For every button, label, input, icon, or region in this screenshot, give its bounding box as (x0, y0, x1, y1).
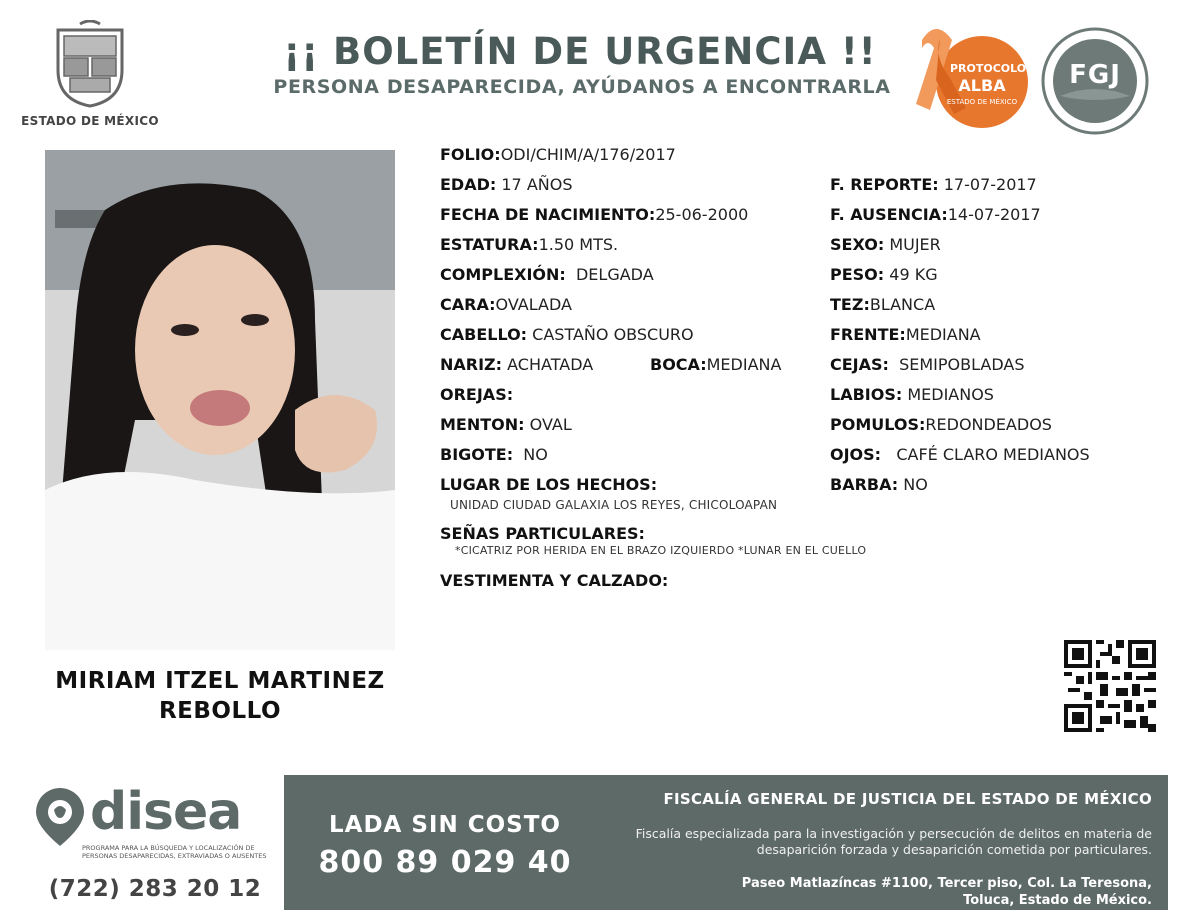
cabello-value: CASTAÑO OBSCURO (532, 325, 694, 344)
field-boca (650, 355, 781, 374)
field-ojos (830, 445, 1090, 464)
fiscalia-address (600, 875, 1152, 909)
field-lugar-label (440, 475, 657, 494)
nacimiento-value: 25-06-2000 (655, 205, 749, 224)
field-frente (830, 325, 981, 344)
frente-label: FRENTE: (830, 325, 906, 344)
pomulos-label: POMULOS: (830, 415, 926, 434)
lugar-label: LUGAR DE LOS HECHOS: (440, 475, 658, 494)
estatura-label: ESTATURA: (440, 235, 539, 254)
orejas-label: OREJAS: (440, 385, 514, 404)
alba-label-line2: ALBA (958, 76, 1006, 95)
field-estatura (440, 235, 618, 254)
address-line1: Paseo Matlazíncas #1100, Tercer piso, Col. La Teresona, (741, 876, 1152, 891)
nacimiento-label: FECHA DE NACIMIENTO: (440, 205, 656, 224)
fgj-logo-text: FGJ (1069, 60, 1121, 90)
state-label: ESTADO DE MÉXICO (21, 114, 159, 128)
boca-value: MEDIANA (706, 355, 782, 374)
frente-value: MEDIANA (905, 325, 981, 344)
field-cara (440, 295, 572, 314)
cejas-label: CEJAS: (830, 355, 889, 374)
address-line2: Toluca, Estado de México. (963, 893, 1152, 908)
field-barba (830, 475, 928, 494)
alba-label-line1: PROTOCOLO (950, 62, 1027, 75)
sexo-label: SEXO: (830, 235, 885, 254)
alba-label-line3: ESTADO DE MÉXICO (946, 98, 1018, 106)
f-ausencia-label: F. AUSENCIA: (830, 205, 948, 224)
edad-label: EDAD: (440, 175, 497, 194)
fiscalia-title: FISCALÍA GENERAL DE JUSTICIA DEL ESTADO DE MÉXICO (663, 790, 1152, 808)
labios-label: LABIOS: (830, 385, 903, 404)
pomulos-value: REDONDEADOS (925, 415, 1052, 434)
missing-person-photo (45, 150, 395, 650)
cejas-value: SEMIPOBLADAS (899, 355, 1025, 374)
page-title: ¡¡ BOLETÍN DE URGENCIA !! (283, 30, 877, 73)
field-vestimenta (440, 571, 668, 590)
tez-label: TEZ: (830, 295, 870, 314)
field-complexion (440, 265, 654, 284)
field-pomulos (830, 415, 1052, 434)
folio-value: ODI/CHIM/A/176/2017 (500, 145, 676, 164)
nariz-label: NARIZ: (440, 355, 503, 374)
field-edad (440, 175, 572, 194)
barba-label: BARBA: (830, 475, 899, 494)
odisea-logo (30, 782, 280, 872)
sexo-value: MUJER (889, 235, 941, 254)
f-ausencia-value: 14-07-2017 (947, 205, 1041, 224)
peso-label: PESO: (830, 265, 885, 284)
complexion-value: DELGADA (575, 265, 654, 284)
field-senas-label (440, 524, 645, 543)
lada-number[interactable]: 800 89 029 40 (318, 845, 572, 880)
field-folio (440, 145, 676, 164)
bigote-label: BIGOTE: (440, 445, 514, 464)
field-menton (440, 415, 572, 434)
field-nariz (440, 355, 593, 374)
ojos-value: CAFÉ CLARO MEDIANOS (896, 445, 1090, 464)
nariz-value: ACHATADA (507, 355, 594, 374)
qr-code-icon[interactable] (1064, 640, 1156, 732)
cara-label: CARA: (440, 295, 496, 314)
odisea-caption: PROGRAMA PARA LA BÚSQUEDA Y LOCALIZACIÓN DE PERSONAS DESAPARECIDAS, EXTRAVIADAS O AUSENTES (82, 844, 267, 860)
protocolo-alba-logo (900, 20, 1030, 132)
edad-value: 17 AÑOS (501, 175, 573, 194)
senas-value: *CICATRIZ POR HERIDA EN EL BRAZO IZQUIERDO *LUNAR EN EL CUELLO (455, 544, 867, 557)
tez-value: BLANCA (869, 295, 936, 314)
fgj-seal (1040, 26, 1150, 136)
field-f-ausencia (830, 205, 1041, 224)
odisea-phone[interactable]: (722) 283 20 12 (48, 876, 262, 902)
labios-value: MEDIANOS (907, 385, 994, 404)
person-name: MIRIAM ITZEL MARTINEZ REBOLLO (55, 668, 385, 724)
lugar-value: UNIDAD CIUDAD GALAXIA LOS REYES, CHICOLOAPAN (450, 498, 778, 512)
edomex-seal-icon (50, 20, 130, 110)
cabello-label: CABELLO: (440, 325, 528, 344)
vestimenta-label: VESTIMENTA Y CALZADO: (440, 571, 669, 590)
odisea-brand: disea (90, 782, 242, 842)
field-labios (830, 385, 994, 404)
menton-label: MENTON: (440, 415, 525, 434)
cara-value: OVALADA (495, 295, 572, 314)
f-reporte-label: F. REPORTE: (830, 175, 939, 194)
f-reporte-value: 17-07-2017 (943, 175, 1037, 194)
field-orejas (440, 385, 513, 404)
barba-value: NO (903, 475, 928, 494)
field-cabello (440, 325, 694, 344)
field-peso (830, 265, 938, 284)
field-fecha-nacimiento (440, 205, 748, 224)
field-tez (830, 295, 935, 314)
ojos-label: OJOS: (830, 445, 882, 464)
fiscalia-description: Fiscalía especializada para la investigación y persecución de delitos en materia de desaparición forzada y desaparición cometida por particulares. (635, 826, 1152, 857)
field-sexo (830, 235, 941, 254)
estatura-value: 1.50 MTS. (538, 235, 619, 254)
field-cejas (830, 355, 1024, 374)
peso-value: 49 KG (889, 265, 938, 284)
field-f-reporte (830, 175, 1037, 194)
boca-label: BOCA: (650, 355, 707, 374)
senas-label: SEÑAS PARTICULARES: (440, 524, 645, 543)
complexion-label: COMPLEXIÓN: (440, 265, 566, 284)
folio-label: FOLIO: (440, 145, 501, 164)
lada-label: LADA SIN COSTO (329, 812, 561, 838)
odisea-pin-icon (34, 786, 86, 848)
bigote-value: NO (523, 445, 548, 464)
page-subtitle: PERSONA DESAPARECIDA, AYÚDANOS A ENCONTRARLA (273, 76, 891, 98)
field-bigote (440, 445, 548, 464)
menton-value: OVAL (529, 415, 572, 434)
